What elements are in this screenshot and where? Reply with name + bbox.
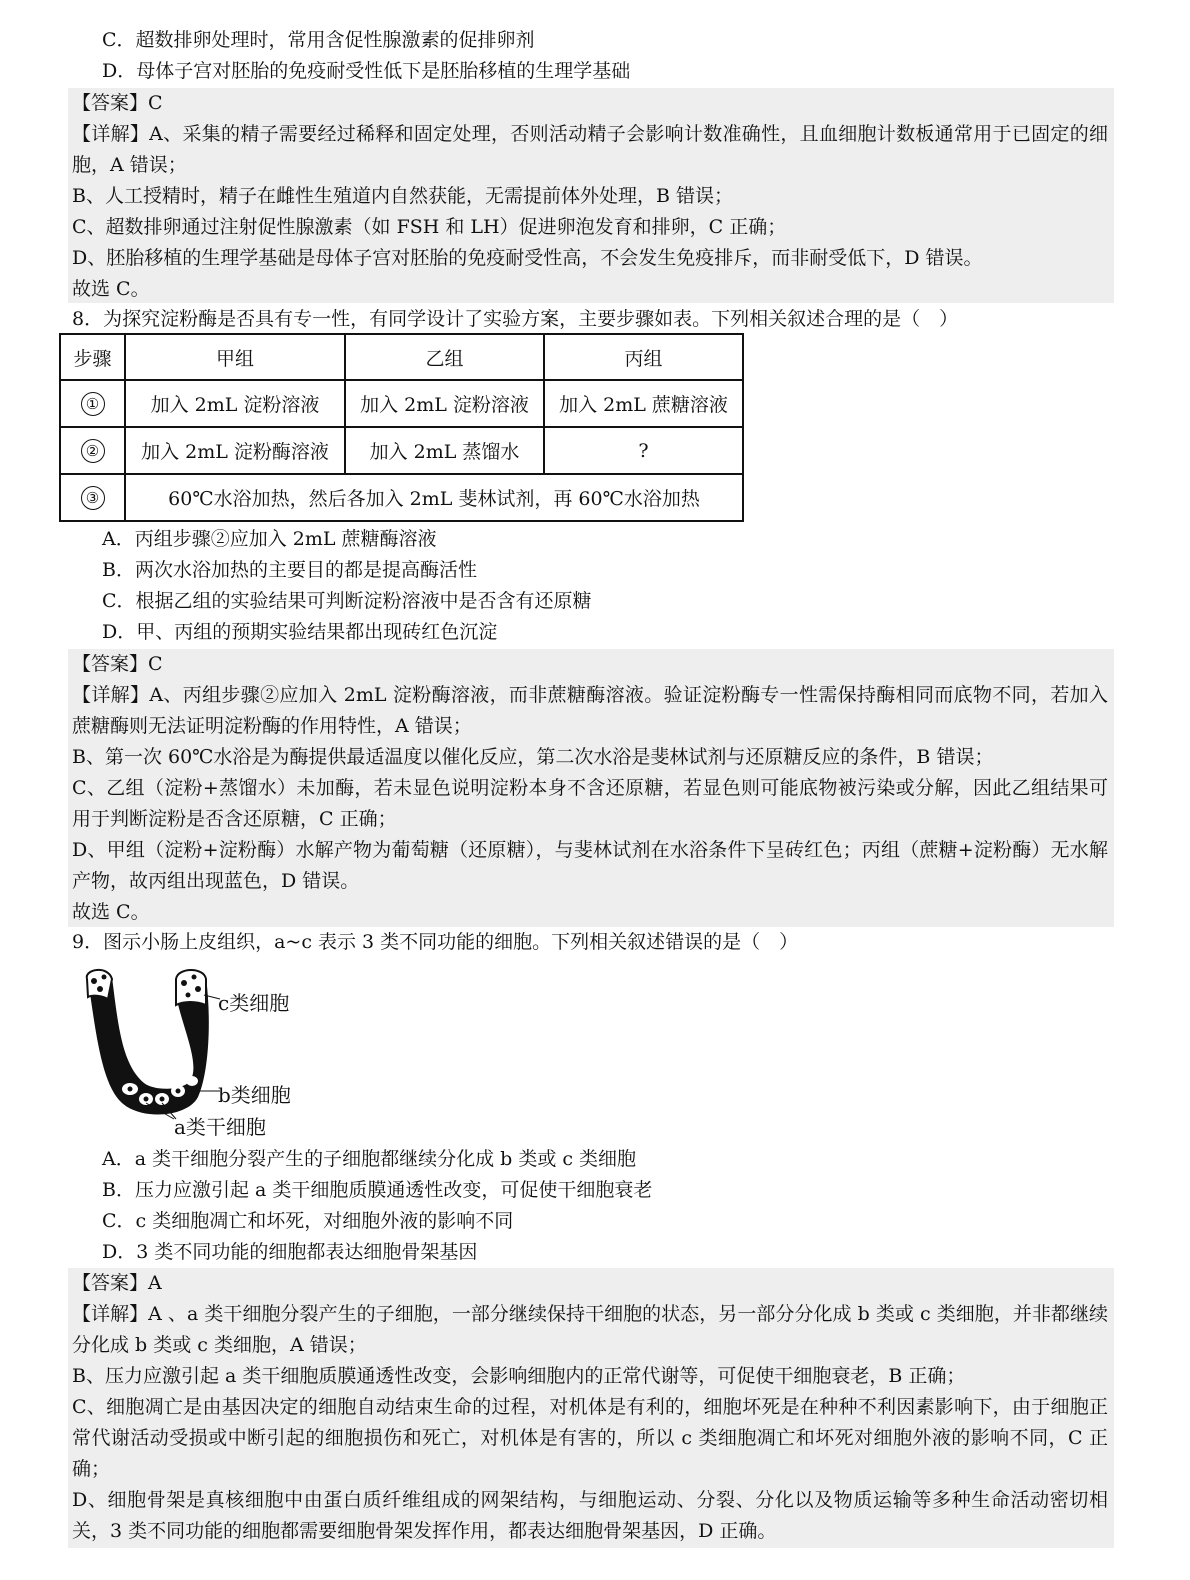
cell-dot xyxy=(195,986,201,992)
table-cell: 加入 2mL 淀粉溶液 xyxy=(345,380,544,427)
table-row xyxy=(60,474,743,521)
step-number xyxy=(60,427,125,474)
step-number xyxy=(60,474,125,521)
q7-detail-b: B、人工授精时，精子在雌性生殖道内自然获能，无需提前体外处理，B 错误； xyxy=(72,185,733,207)
q8-detail-c: C、乙组（淀粉+蒸馏水）未加酶，若未显色说明淀粉本身不含还原糖，若显色则可能底物被污染或分解，因此乙组结果可用于判断淀粉是否含还原糖，C 正确； xyxy=(72,777,1108,830)
q7-detail-a: 【详解】A、采集的精子需要经过稀释和固定处理，否则活动精子会影响计数准确性，且血细胞计数板通常用于已固定的细胞，A 错误； xyxy=(72,123,1108,176)
step-number xyxy=(60,380,125,427)
q8-steps-table xyxy=(59,333,744,522)
table-header-cell: 乙组 xyxy=(345,334,544,380)
label-b-cell: b类细胞 xyxy=(218,1083,291,1107)
cell-nucleus xyxy=(176,1089,181,1094)
q9-detail-b: B、压力应激引起 a 类干细胞质膜通透性改变，会影响细胞内的正常代谢等，可促使干细胞衰老，B 正确； xyxy=(72,1365,966,1387)
q8-detail-b: B、第一次 60℃水浴是为酶提供最适温度以催化反应，第二次水浴是斐林试剂与还原糖反应的条件，B 错误； xyxy=(72,746,994,768)
label-c-cell: c类细胞 xyxy=(218,991,290,1015)
table-cell: 加入 2mL 淀粉溶液 xyxy=(125,380,345,427)
q8-option-a: A．丙组步骤②应加入 2mL 蔗糖酶溶液 xyxy=(102,528,437,550)
q7-conclusion: 故选 C。 xyxy=(72,278,150,300)
q9-option-c: C．c 类细胞凋亡和坏死，对细胞外液的影响不同 xyxy=(102,1210,514,1232)
q8-conclusion: 故选 C。 xyxy=(72,901,150,923)
table-row xyxy=(60,380,743,427)
table-cell: 加入 2mL 淀粉酶溶液 xyxy=(125,427,345,474)
q8-question: 8．为探究淀粉酶是否具有专一性，有同学设计了实验方案，主要步骤如表。下列相关叙述合理的是（ ） xyxy=(72,308,959,330)
cell-dot xyxy=(102,975,107,980)
table-header-cell: 甲组 xyxy=(125,334,345,380)
table-header-row xyxy=(60,334,743,380)
q8-answer: 【答案】C xyxy=(72,653,163,675)
q9-answer: 【答案】A xyxy=(72,1272,162,1294)
q7-detail-d: D、胚胎移植的生理学基础是母体子宫对胚胎的免疫耐受性高，不会发生免疫排斥，而非耐受低下，D 错误。 xyxy=(72,247,983,269)
q8-detail-d: D、甲组（淀粉+淀粉酶）水解产物为葡萄糖（还原糖），与斐林试剂在水浴条件下呈砖红色；丙组（蔗糖+淀粉酶）无水解产物，故丙组出现蓝色，D 错误。 xyxy=(72,839,1108,892)
q7-answer: 【答案】C xyxy=(72,92,163,114)
q9-detail-c: C、细胞凋亡是由基因决定的细胞自动结束生命的过程，对机体是有利的，细胞坏死是在种种不利因素影响下，由于细胞正常代谢活动受损或中断引起的细胞损伤和死亡，对机体是有害的，所以 c 类细胞凋亡和坏死对细胞外液的影响不同，C 正确； xyxy=(72,1396,1108,1480)
table-header-cell: 丙组 xyxy=(544,334,743,380)
q7-answer-block xyxy=(68,88,1114,303)
q9-option-d: D．3 类不同功能的细胞都表达细胞骨架基因 xyxy=(102,1241,478,1263)
cell-nucleus xyxy=(160,1097,165,1102)
table-cell: 加入 2mL 蒸馏水 xyxy=(345,427,544,474)
q8-answer-block xyxy=(68,649,1114,927)
cell-dot xyxy=(91,978,97,984)
cell-dot xyxy=(97,986,103,992)
q9-question: 9．图示小肠上皮组织，a~c 表示 3 类不同功能的细胞。下列相关叙述错误的是（ ） xyxy=(72,931,799,953)
intestinal-epithelium-figure xyxy=(78,965,328,1145)
q8-option-b: B．两次水浴加热的主要目的都是提高酶活性 xyxy=(102,559,477,581)
q7-detail-c: C、超数排卵通过注射促性腺激素（如 FSH 和 LH）促进卵泡发育和排卵，C 正确； xyxy=(72,216,787,238)
cell-nucleus xyxy=(128,1087,133,1092)
right-villus-tip xyxy=(176,970,206,1005)
cell-dot xyxy=(192,975,197,980)
b-cell xyxy=(186,1076,198,1086)
q9-option-b: B．压力应激引起 a 类干细胞质膜通透性改变，可促使干细胞衰老 xyxy=(102,1179,653,1201)
step-circle: ① xyxy=(81,392,105,416)
q8-detail-a: 【详解】A、丙组步骤②应加入 2mL 淀粉酶溶液，而非蔗糖酶溶液。验证淀粉酶专一性需保持酶相同而底物不同，若加入蔗糖酶则无法证明淀粉酶的作用特性，A 错误； xyxy=(72,684,1108,737)
q9-detail-d: D、细胞骨架是真核细胞中由蛋白质纤维组成的网架结构，与细胞运动、分裂、分化以及物质运输等多种生命活动密切相关，3 类不同功能的细胞都需要细胞骨架发挥作用，都表达细胞骨架基因，D 正确。 xyxy=(72,1489,1108,1542)
step-circle: ③ xyxy=(81,486,105,510)
cell-nucleus xyxy=(144,1097,149,1102)
q7-option-d: D．母体子宫对胚胎的免疫耐受性低下是胚胎移植的生理学基础 xyxy=(102,60,631,82)
table-header-cell: 步骤 xyxy=(60,334,125,380)
left-villus-tip xyxy=(87,970,112,999)
q9-detail-a: 【详解】A 、a 类干细胞分裂产生的子细胞，一部分继续保持干细胞的状态，另一部分分化成 b 类或 c 类细胞，并非都继续分化成 b 类或 c 类细胞，A 错误； xyxy=(72,1303,1108,1356)
label-a-stem-cell: a类干细胞 xyxy=(174,1115,266,1139)
table-cell: ? xyxy=(544,427,743,474)
step-circle: ② xyxy=(81,439,105,463)
q7-option-c: C．超数排卵处理时，常用含促性腺激素的促排卵剂 xyxy=(102,29,535,51)
q9-option-a: A．a 类干细胞分裂产生的子细胞都继续分化成 b 类或 c 类细胞 xyxy=(102,1148,637,1170)
cell-dot xyxy=(181,980,187,986)
table-cell: 加入 2mL 蔗糖溶液 xyxy=(544,380,743,427)
cell-dot xyxy=(186,993,191,998)
q9-answer-block xyxy=(68,1268,1114,1548)
table-row xyxy=(60,427,743,474)
table-cell-merged: 60℃水浴加热，然后各加入 2mL 斐林试剂，再 60℃水浴加热 xyxy=(125,474,743,521)
q8-option-c: C．根据乙组的实验结果可判断淀粉溶液中是否含有还原糖 xyxy=(102,590,592,612)
q8-option-d: D．甲、丙组的预期实验结果都出现砖红色沉淀 xyxy=(102,621,498,643)
